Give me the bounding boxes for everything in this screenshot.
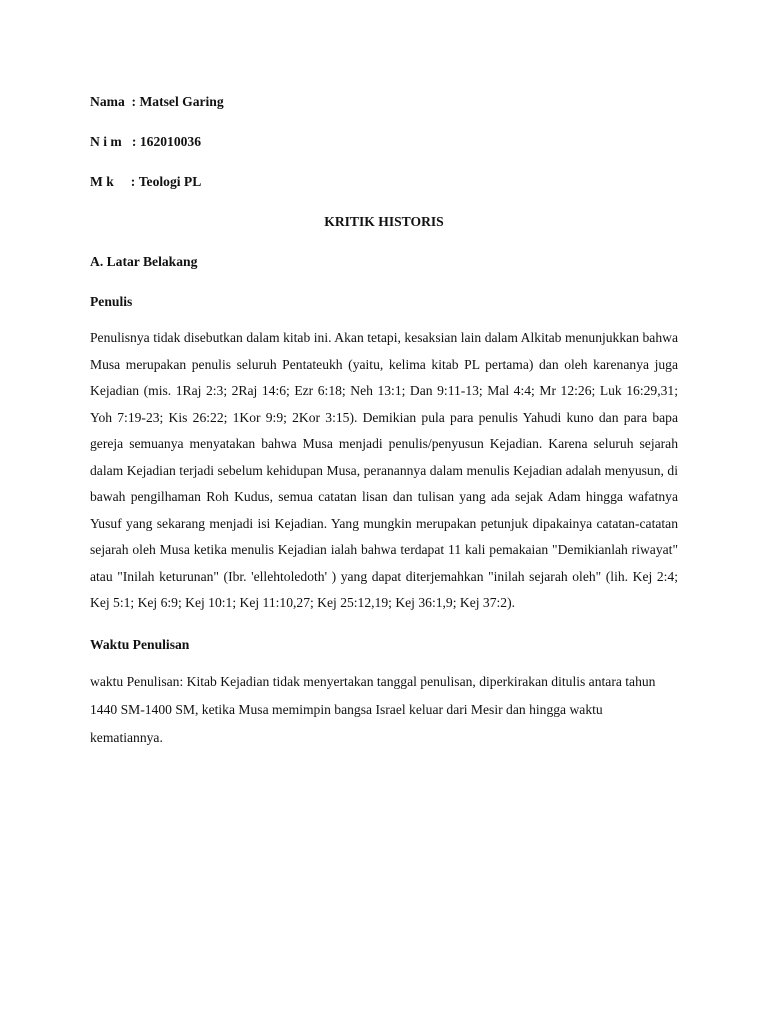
section-heading-latar-belakang: A. Latar Belakang (90, 254, 198, 269)
subheading-penulis: Penulis (90, 294, 133, 309)
course-label: M k : (90, 174, 139, 189)
name-value: Matsel Garing (139, 94, 224, 109)
document-title: KRITIK HISTORIS (324, 214, 444, 229)
name-label: Nama : (90, 94, 140, 109)
subheading-waktu-penulisan: Waktu Penulisan (90, 636, 190, 652)
nim-line (90, 132, 678, 152)
paragraph-penulis: Penulisnya tidak disebutkan dalam kitab ini. Akan tetapi, kesaksian lain dalam Alkitab menunjukkan bahwa Musa merupakan penulis seluruh Pentateukh (yaitu, kelima kitab PL pertama) dan oleh karenanya juga Kejadian (mis. 1Raj 2:3; 2Raj 14:6; Ezr 6:18; Neh 13:1; Dan 9:11-13; Mal 4:4; Mr 12:26; Luk 16:29,31; Yoh 7:19-23; Kis 26:22; 1Kor 9:9; 2Kor 3:15). Demikian pula para penulis Yahudi kuno dan para bapa gereja semuanya menyatakan bahwa Musa menjadi penulis/penyusun Kejadian. Karena seluruh sejarah dalam Kejadian terjadi sebelum kehidupan Musa, peranannya dalam menulis Kejadian adalah menyusun, di bawah pengilhaman Roh Kudus, semua catatan lisan dan tulisan yang ada sejak Adam hingga wafatnya Yusuf yang sekarang menjadi isi Kejadian. Yang mungkin merupakan petunjuk dipakainya catatan-catatan sejarah oleh Musa ketika menulis Kejadian ialah bahwa terdapat 11 kali pemakaian "Demikianlah riwayat" atau "Inilah keturunan" (Ibr. 'ellehtoledoth' ) yang dapat diterjemahkan "inilah sejarah oleh" (lih. Kej 2:4; Kej 5:1; Kej 6:9; Kej 10:1; Kej 11:10,27; Kej 25:12,19; Kej 36:1,9; Kej 37:2). (90, 330, 678, 610)
course-value: Teologi PL (138, 174, 202, 189)
course-underlined (90, 174, 201, 189)
nim-label: N i m : (90, 134, 140, 149)
nim-value: 162010036 (139, 134, 202, 149)
document-page (90, 92, 678, 752)
course-line (90, 172, 678, 192)
paragraph-waktu-penulisan: waktu Penulisan: Kitab Kejadian tidak menyertakan tanggal penulisan, diperkirakan ditulis antara tahun 1440 SM-1400 SM, ketika Musa memimpin bangsa Israel keluar dari Mesir dan hingga waktu kematiannya. (90, 673, 656, 745)
name-line (90, 92, 678, 112)
